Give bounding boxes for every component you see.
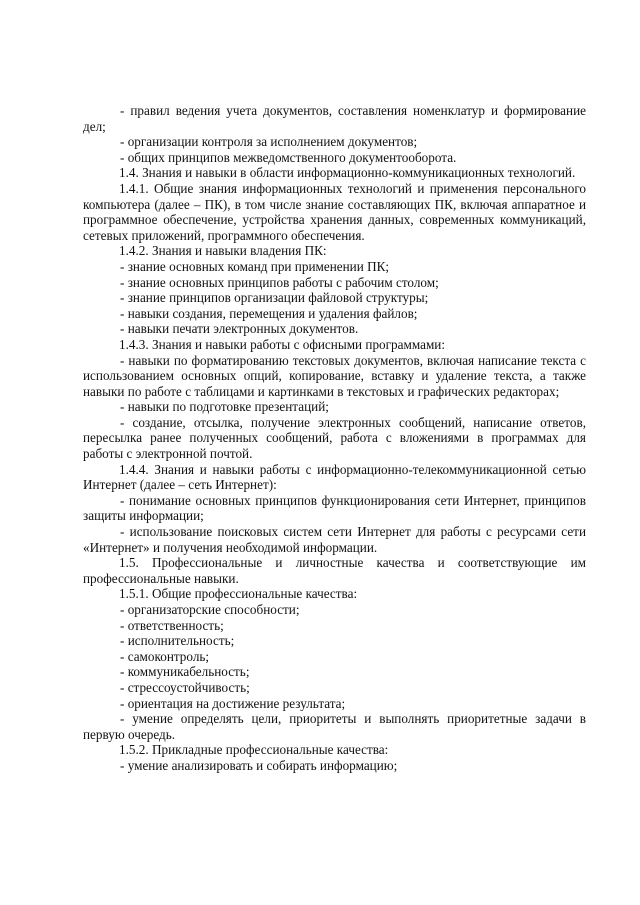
paragraph: 1.4.2. Знания и навыки владения ПК:	[119, 243, 327, 259]
paragraph: 1.4.3. Знания и навыки работы с офисными программами:	[119, 336, 446, 352]
paragraph: - правил ведения учета документов, составления номенклатур и формирование дел;	[83, 103, 586, 134]
paragraph: - стрессоустойчивость;	[120, 679, 250, 695]
paragraph: - навыки печати электронных документов.	[120, 321, 359, 337]
paragraph: - самоконтроль;	[120, 648, 210, 664]
paragraph: - коммуникабельность;	[120, 664, 250, 680]
paragraph: - исполнительность;	[120, 633, 235, 649]
paragraph: 1.4.1. Общие знания информационных технологий и применения персонального компьютера (далее – ПК), в том числе знание составляющих ПК, включая аппаратное и программное обеспечение, устройства хранения данных, современных коммуникаций, сетевых приложений, программного обеспечения.	[83, 180, 586, 243]
paragraph: - навыки по форматированию текстовых документов, включая написание текста с использованием основных опций, копирование, вставку и удаление текста, а также навыки по работе с таблицами и картинками в текстовых и графических редакторах;	[83, 352, 586, 399]
paragraph: - ответственность;	[120, 617, 224, 633]
paragraph: 1.5. Профессиональные и личностные качества и соответствующие им профессиональные навыки.	[83, 555, 586, 586]
paragraph: - навыки по подготовке презентаций;	[120, 399, 329, 415]
paragraph: - умение анализировать и собирать информацию;	[120, 757, 398, 773]
paragraph: - организаторские способности;	[120, 602, 300, 617]
paragraph: - знание основных принципов работы с рабочим столом;	[120, 274, 439, 290]
paragraph: - понимание основных принципов функционирования сети Интернет, принципов защиты информации;	[83, 492, 586, 524]
paragraph: - создание, отсылка, получение электронных сообщений, написание ответов, пересылка ранее полученных сообщений, работа с вложениями в программах для работы с электронной почтой.	[83, 414, 586, 462]
paragraph: 1.5.1. Общие профессиональные качества:	[119, 586, 358, 602]
paragraph: 1.5.2. Прикладные профессиональные качества:	[119, 742, 389, 758]
paragraph: - знание основных команд при применении ПК;	[120, 258, 390, 274]
paragraph: 1.4.4. Знания и навыки работы с информационно-телекоммуникационной сетью Интернет (далее – сеть Интернет):	[83, 461, 586, 493]
paragraph: - организации контроля за исполнением документов;	[120, 134, 418, 150]
paragraph: - ориентация на достижение результата;	[120, 695, 346, 711]
paragraph: - использование поисковых систем сети Интернет для работы с ресурсами сети «Интернет» и получения необходимой информации.	[83, 524, 586, 555]
paragraph: - умение определять цели, приоритеты и выполнять приоритетные задачи в первую очередь.	[83, 711, 586, 742]
document-body	[83, 103, 586, 774]
paragraph: - знание принципов организации файловой структуры;	[120, 290, 429, 306]
paragraph: 1.4. Знания и навыки в области информационно-коммуникационных технологий.	[119, 165, 576, 181]
paragraph: - навыки создания, перемещения и удаления файлов;	[120, 305, 418, 321]
paragraph: - общих принципов межведомственного документооборота.	[120, 149, 457, 165]
